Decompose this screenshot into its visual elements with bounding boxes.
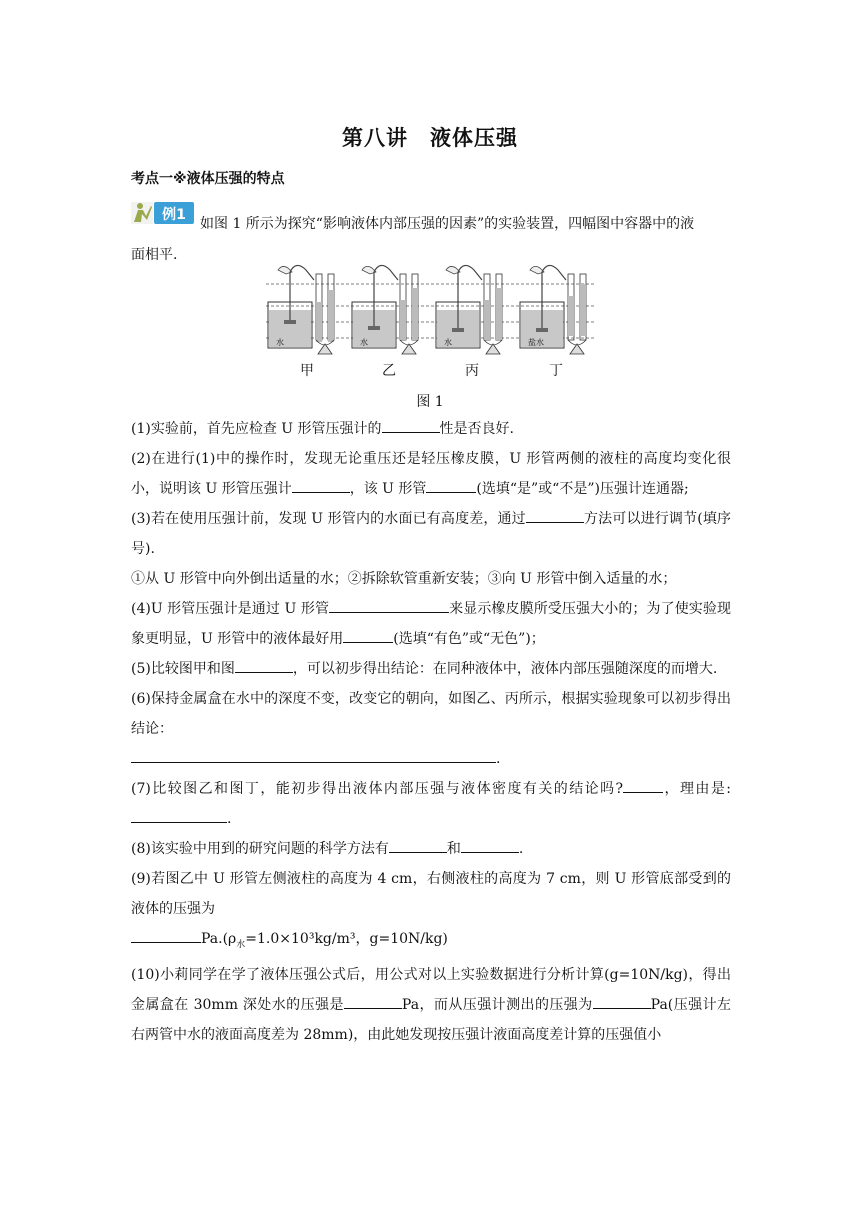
question-1: (1)实验前，首先应检查 U 形管压强计的 性是否良好. [131, 414, 731, 444]
tube [290, 265, 314, 280]
question-5: (5)比较图甲和图 ，可以初步得出结论：在同种液体中，液体内部压强随深度的而增大. [131, 654, 731, 684]
answer-blank [593, 993, 651, 1009]
experiment-figure [266, 262, 596, 358]
answer-blank [623, 777, 663, 793]
stand [402, 344, 416, 354]
figure-label-jia: 甲 [300, 363, 314, 379]
tube [458, 265, 482, 280]
page-title: 第八讲 液体压强 [342, 126, 518, 150]
question-2: (2)在进行(1)中的操作时，发现无论重压还是轻压橡皮膜，U 形管两侧的液柱的高度均变化很小，说明该 U 形管压强计 ，该 U 形管 (选填“是”或“不是”)压强计连通器; [131, 451, 731, 497]
intro-line-1: 如图 1 所示为探究“影响液体内部压强的因素”的实验装置，四幅图中容器中的液 [200, 216, 695, 232]
answer-blank [343, 627, 393, 643]
question-9: (9)若图乙中 U 形管左侧液柱的高度为 4 cm，右侧液柱的高度为 7 cm，则 U 形管底部受到的液体的压强为 $Pa.(\rho_水=1.0\times 10^3kg/m^3$，g=10N/kg) [131, 871, 731, 950]
question-3: (3)若在使用压强计前，发现 U 形管内的水面已有高度差，通过 方法可以进行调节(填序号). [131, 504, 731, 564]
u-liquid-left [568, 296, 574, 336]
badge-label: 例1 [162, 207, 186, 223]
question-7: (7)比较图乙和图丁，能初步得出液体内部压强与液体密度有关的结论吗? ，理由是:. [131, 774, 731, 834]
u-liquid-left [484, 300, 490, 340]
u-liquid-right [496, 288, 502, 340]
u-liquid-right [412, 288, 418, 340]
liquid-label: 水 [444, 338, 452, 347]
question-3-options: ①从 U 形管中向外倒出适量的水；②拆除软管重新安装；③向 U 形管中倒入适量的水； [131, 571, 677, 587]
stand [486, 344, 500, 354]
answer-blank [131, 747, 496, 763]
figure-caption: 图 1 [416, 394, 444, 410]
stand [570, 344, 584, 354]
liquid-label: 水 [360, 338, 368, 347]
answer-blank [344, 993, 402, 1009]
answer-blank [131, 927, 201, 943]
u-liquid-left [400, 300, 406, 340]
answer-blank [389, 837, 447, 853]
example-badge [131, 200, 195, 226]
question-body [131, 414, 731, 1050]
answer-blank [235, 657, 293, 673]
answer-blank [526, 507, 584, 523]
answer-blank [292, 477, 350, 493]
probe-box [452, 328, 464, 332]
tube [374, 265, 398, 280]
question-8: (8)该实验中用到的研究问题的科学方法有 和 . [131, 834, 731, 864]
answer-blank [329, 597, 449, 613]
section-title: 考点一※液体压强的特点 [131, 171, 285, 187]
figure-label-yi: 乙 [382, 363, 396, 379]
liquid-label: 盐水 [528, 338, 544, 347]
tube [542, 265, 566, 280]
answer-blank [426, 477, 476, 493]
figure-label-ding: 丁 [549, 363, 563, 379]
liquid-label: 水 [276, 338, 284, 347]
answer-blank [382, 417, 440, 433]
answer-blank [461, 837, 519, 853]
u-liquid-right [328, 290, 334, 342]
figure-label-bing: 丙 [465, 363, 479, 379]
u-liquid-right [580, 284, 586, 336]
probe-box [368, 326, 380, 330]
answer-blank [131, 807, 227, 823]
question-4: (4)U 形管压强计是通过 U 形管 来显示橡皮膜所受压强大小的；为了使实验现象更明显，U 形管中的液体最好用 (选填“有色”或“无色”)； [131, 594, 731, 654]
u-liquid-left [316, 302, 322, 342]
stand [318, 344, 332, 354]
question-6: (6)保持金属盒在水中的深度不变，改变它的朝向，如图乙、丙所示，根据实验现象可以初步得出结论： . [131, 691, 731, 767]
question-10: (10)小莉同学在学了液体压强公式后，用公式对以上实验数据进行分析计算(g=10N/kg)，得出金属盒在 30mm 深处水的压强是 Pa，而从压强计测出的压强为 Pa(压强计左右两管中水的液面高度差为 28mm)，由此她发现按压强计液面高度差计算的压强值小 [131, 966, 732, 1043]
probe-box [284, 320, 296, 324]
intro-line-2: 面相平. [131, 247, 178, 263]
probe-box [536, 328, 548, 332]
